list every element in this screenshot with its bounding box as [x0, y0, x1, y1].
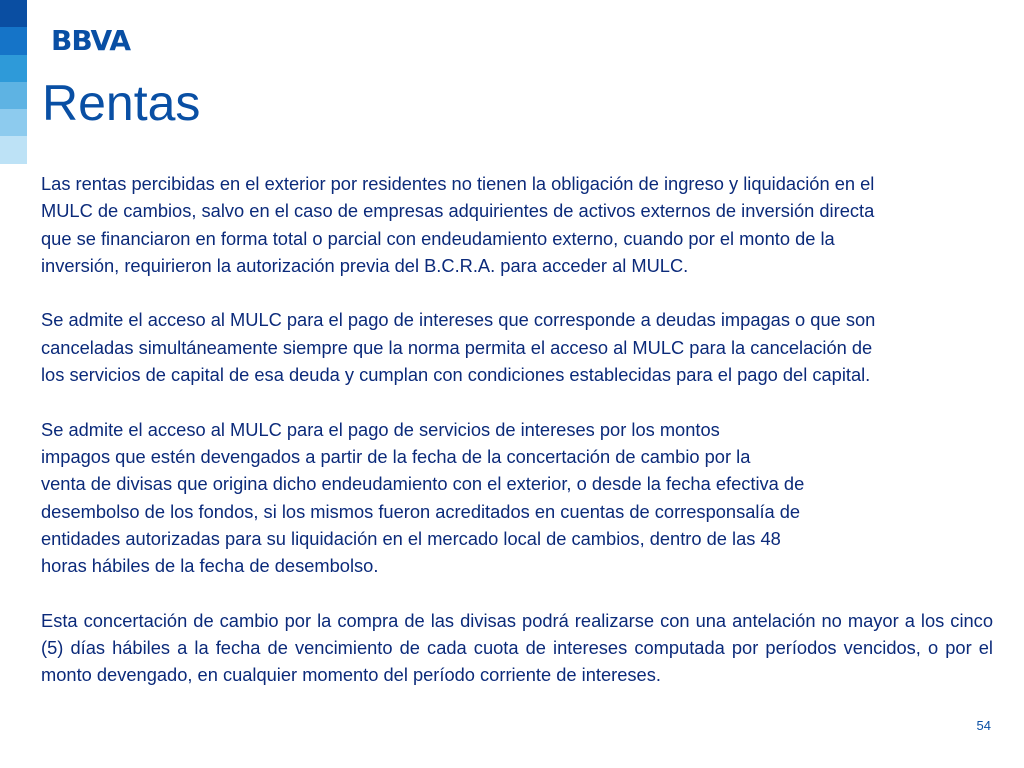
text-line: entidades autorizadas para su liquidación en el mercado local de cambios, dentro de las 48 — [41, 527, 781, 549]
paragraph — [41, 170, 993, 279]
stripe-block — [0, 82, 27, 109]
stripe-block — [0, 0, 27, 27]
text-line: impagos que estén devengados a partir de la fecha de la concertación de cambio por la — [41, 445, 751, 467]
page-number: 54 — [976, 718, 991, 733]
text-line: que se financiaron en forma total o parcial con endeudamiento externo, cuando por el monto de la — [41, 227, 835, 249]
text-line: Se admite el acceso al MULC para el pago de intereses que corresponde a deudas impagas o que son — [41, 309, 876, 331]
body-text — [41, 170, 993, 716]
side-color-stripe — [0, 0, 27, 164]
stripe-block — [0, 136, 27, 163]
paragraph: Esta concertación de cambio por la compra de las divisas podrá realizarse con una antelación no mayor a los cinco (5) días hábiles a la fecha de vencimiento de cada cuota de intereses computada por períodos vencidos, o por el monto devengado, en cualquier momento del período corriente de intereses. — [41, 609, 993, 686]
text-line: MULC de cambios, salvo en el caso de empresas adquirientes de activos externos de inversión directa — [41, 200, 875, 222]
text-line: inversión, requirieron la autorización previa del B.C.R.A. para acceder al MULC. — [41, 254, 689, 276]
text-line: horas hábiles de la fecha de desembolso. — [41, 555, 379, 577]
text-line: Las rentas percibidas en el exterior por residentes no tienen la obligación de ingreso y liquidación en el — [41, 173, 875, 194]
paragraph — [41, 416, 993, 580]
text-line: canceladas simultáneamente siempre que la norma permita el acceso al MULC para la cancelación de — [41, 336, 873, 358]
paragraph — [41, 306, 993, 388]
text-line: venta de divisas que origina dicho endeudamiento con el exterior, o desde la fecha efectiva de — [41, 473, 805, 495]
stripe-block — [0, 27, 27, 54]
text-line: Se admite el acceso al MULC para el pago de servicios de intereses por los montos — [41, 418, 720, 440]
text-line: desembolso de los fondos, si los mismos fueron acreditados en cuentas de corresponsalía de — [41, 500, 801, 522]
stripe-block — [0, 55, 27, 82]
text-line: los servicios de capital de esa deuda y cumplan con condiciones establecidas para el pago del capital. — [41, 364, 871, 386]
page-title: Rentas — [42, 75, 201, 131]
stripe-block — [0, 109, 27, 136]
bbva-logo: BBVA — [51, 24, 130, 57]
